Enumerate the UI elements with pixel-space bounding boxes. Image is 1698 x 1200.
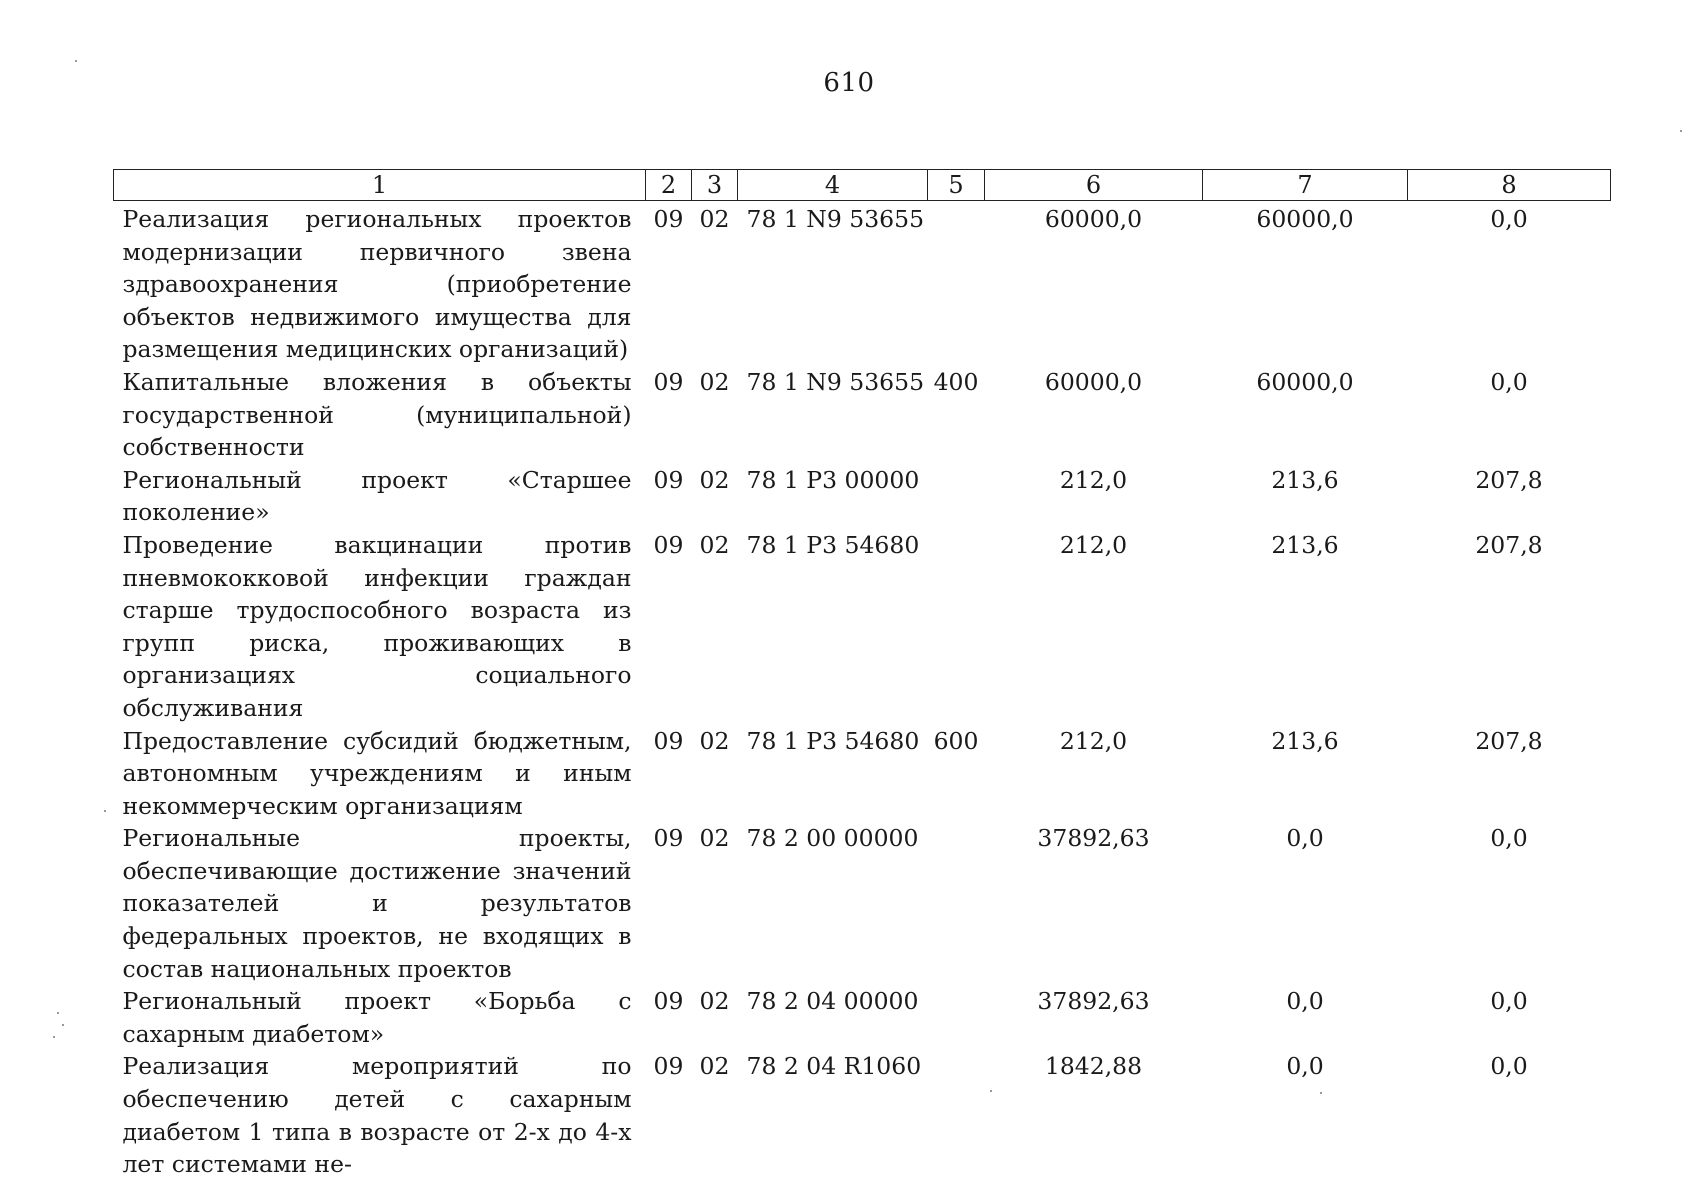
row-amount-6: 60000,0 [1044, 367, 1143, 396]
row-amount-8: 0,0 [1490, 824, 1528, 853]
row-section: 09 [653, 987, 684, 1016]
row-amount-6: 37892,63 [1037, 824, 1150, 853]
scan-speck [990, 1090, 992, 1092]
row-name: Реализация мероприятий по обеспечению детей с сахарным диабетом 1 типа в возрасте от 2-х до 4-х лет системами не- [122, 1052, 632, 1179]
row-section: 09 [653, 205, 684, 233]
table-row [114, 464, 1611, 529]
row-section: 09 [653, 367, 684, 396]
row-target-code: 78 2 04 00000 [746, 987, 919, 1016]
row-expense-type: 600 [933, 726, 979, 755]
row-name: Капитальные вложения в объекты государственной (муниципальной) собственности [122, 367, 632, 462]
row-name: Региональные проекты, обеспечивающие достижение значений показателей и результатов федеральных проектов, не входящих в состав национальных проектов [122, 824, 632, 983]
row-section: 09 [653, 1052, 684, 1081]
row-amount-8: 207,8 [1475, 726, 1543, 755]
row-name: Предоставление субсидий бюджетным, автономным учреждениям и иным некоммерческим организациям [122, 726, 632, 820]
row-target-code: 78 2 00 00000 [746, 824, 919, 853]
row-amount-7: 0,0 [1286, 824, 1324, 853]
table-row [114, 985, 1611, 1050]
row-subsection: 02 [699, 530, 730, 559]
row-target-code: 78 2 04 R1060 [746, 1052, 922, 1081]
table-row [114, 725, 1611, 823]
scan-speck [57, 1012, 59, 1014]
row-amount-8: 0,0 [1490, 987, 1528, 1016]
header-col-4: 4 [738, 170, 928, 201]
budget-table [113, 169, 1611, 1181]
row-amount-8: 0,0 [1490, 1052, 1528, 1081]
row-expense-type [928, 1050, 985, 1180]
header-col-7: 7 [1203, 170, 1408, 201]
row-expense-type [928, 201, 985, 366]
row-expense-type: 400 [933, 367, 979, 396]
row-name: Региональный проект «Старшее поколение» [122, 465, 632, 527]
row-section: 09 [653, 726, 684, 755]
scan-speck [1320, 1092, 1322, 1094]
header-col-8: 8 [1408, 170, 1611, 201]
row-name: Проведение вакцинации против пневмококковой инфекции граждан старше трудоспособного возраста из групп риска, проживающих в организациях социального обслуживания [122, 530, 632, 722]
page-number: 610 [823, 68, 875, 98]
row-target-code: 78 1 N9 53655 [746, 205, 925, 233]
scan-speck [75, 60, 77, 62]
row-amount-8: 207,8 [1475, 530, 1543, 559]
table-row [114, 822, 1611, 985]
row-expense-type [928, 464, 985, 529]
row-amount-7: 60000,0 [1256, 205, 1354, 233]
row-target-code: 78 1 P3 54680 [746, 530, 920, 559]
row-expense-type [928, 529, 985, 725]
table-row [114, 1050, 1611, 1180]
row-subsection: 02 [699, 1052, 730, 1081]
row-amount-7: 213,6 [1271, 726, 1339, 755]
header-col-6: 6 [985, 170, 1203, 201]
row-amount-6: 212,0 [1059, 726, 1128, 755]
row-amount-6: 1842,88 [1044, 1052, 1143, 1081]
row-amount-8: 0,0 [1490, 367, 1528, 396]
row-section: 09 [653, 465, 684, 494]
row-subsection: 02 [699, 824, 730, 853]
row-name: Реализация региональных проектов модернизации первичного звена здравоохранения (приобретение объектов недвижимого имущества для размещения медицинских организаций) [122, 205, 632, 364]
row-amount-7: 0,0 [1286, 987, 1324, 1016]
row-section: 09 [653, 824, 684, 853]
row-amount-7: 60000,0 [1256, 367, 1354, 396]
row-subsection: 02 [699, 465, 730, 494]
row-amount-6: 212,0 [1059, 530, 1128, 559]
scan-speck [1680, 130, 1682, 132]
header-col-3: 3 [692, 170, 738, 201]
header-col-2: 2 [646, 170, 692, 201]
row-amount-6: 37892,63 [1037, 987, 1150, 1016]
row-amount-7: 213,6 [1271, 530, 1339, 559]
row-subsection: 02 [699, 726, 730, 755]
row-section: 09 [653, 530, 684, 559]
header-col-1: 1 [114, 170, 646, 201]
scan-speck [62, 1024, 64, 1026]
row-expense-type [928, 985, 985, 1050]
row-subsection: 02 [699, 205, 730, 233]
row-amount-8: 207,8 [1475, 465, 1543, 494]
table-header [114, 170, 1611, 201]
row-subsection: 02 [699, 367, 730, 396]
row-target-code: 78 1 P3 00000 [746, 465, 920, 494]
table-row [114, 529, 1611, 725]
table-body [114, 201, 1611, 1181]
scan-speck [53, 1036, 55, 1038]
row-amount-8: 0,0 [1490, 205, 1528, 233]
row-name: Региональный проект «Борьба с сахарным диабетом» [122, 987, 632, 1048]
scan-speck [104, 810, 106, 812]
header-col-5: 5 [928, 170, 985, 201]
row-expense-type [928, 822, 985, 985]
row-amount-7: 213,6 [1271, 465, 1339, 494]
table-row [114, 201, 1611, 366]
row-target-code: 78 1 N9 53655 [746, 367, 925, 396]
header-row [114, 170, 1611, 201]
row-amount-6: 60000,0 [1044, 205, 1143, 233]
table-row [114, 366, 1611, 464]
row-amount-7: 0,0 [1286, 1052, 1324, 1081]
row-subsection: 02 [699, 987, 730, 1016]
row-amount-6: 212,0 [1059, 465, 1128, 494]
row-target-code: 78 1 P3 54680 [746, 726, 920, 755]
